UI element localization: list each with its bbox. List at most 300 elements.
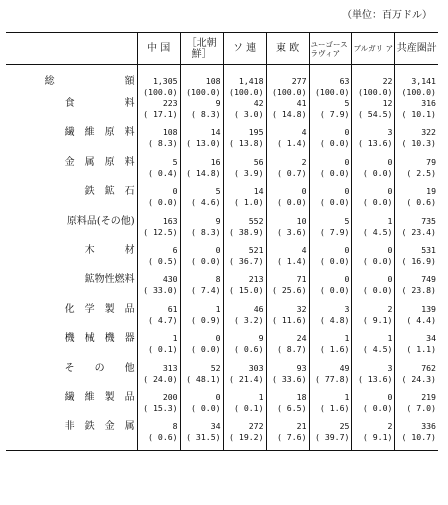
cell-share: ( 4.7): [148, 314, 178, 325]
table-cell: [395, 392, 438, 421]
table-cell: [137, 186, 180, 215]
cell-value: 277: [291, 76, 307, 86]
cell-value: 9: [258, 333, 264, 344]
cell-share: ( 8.7): [276, 344, 307, 355]
table-cell: [266, 304, 309, 333]
trade-table: [6, 32, 438, 451]
table-row: [6, 186, 438, 215]
cell-share: ( 13.8): [229, 138, 264, 149]
cell-share: ( 38.9): [229, 226, 264, 237]
cell-share: ( 3.6): [276, 226, 307, 237]
table-cell: [309, 304, 352, 333]
table-cell: [395, 245, 438, 274]
table-cell: [266, 65, 309, 99]
cell-share: (100.0): [229, 87, 264, 97]
cell-share: ( 15.3): [143, 402, 178, 413]
cell-value: 32: [296, 303, 307, 314]
cell-value: 0: [387, 391, 393, 402]
cell-share: ( 14.8): [272, 109, 307, 119]
row-label-text: 木 材: [84, 244, 135, 256]
cell-share: ( 7.9): [319, 109, 350, 119]
cell-share: ( 21.4): [229, 373, 264, 384]
row-label-text: 機 械 機 器: [64, 333, 135, 345]
cell-value: 2: [301, 156, 307, 167]
table-cell: [352, 127, 395, 156]
row-label: [6, 245, 137, 274]
table-cell: [395, 216, 438, 245]
cell-share: ( 1.6): [319, 344, 350, 355]
table-row: [6, 363, 438, 392]
table-cell: [180, 333, 223, 362]
cell-value: 0: [344, 127, 350, 138]
cell-value: 3,141: [411, 76, 436, 86]
cell-value: 0: [215, 244, 221, 255]
header-corner: [6, 33, 137, 65]
cell-value: 0: [344, 186, 350, 197]
table-cell: [395, 157, 438, 186]
cell-value: 4: [301, 127, 307, 138]
cell-value: 79: [426, 156, 436, 167]
table-cell: [395, 65, 438, 99]
cell-value: 322: [421, 127, 436, 138]
cell-share: ( 0.0): [362, 167, 393, 178]
cell-value: 108: [162, 127, 178, 138]
cell-value: 0: [387, 274, 393, 285]
table-cell: [266, 274, 309, 303]
cell-value: 200: [162, 391, 178, 402]
cell-value: 25: [339, 421, 350, 432]
table-cell: [309, 157, 352, 186]
table-cell: [309, 186, 352, 215]
cell-share: ( 9.1): [362, 314, 393, 325]
cell-share: ( 17.1): [143, 109, 178, 119]
cell-share: ( 1.1): [406, 344, 436, 355]
cell-share: ( 16.9): [401, 255, 436, 266]
table-cell: [180, 421, 223, 450]
table-cell: [309, 333, 352, 362]
cell-share: ( 4.5): [362, 226, 393, 237]
cell-share: ( 13.6): [357, 138, 393, 149]
header-north-korea: ［北朝鮮］: [180, 33, 223, 65]
table-cell: [137, 245, 180, 274]
table-cell: [395, 333, 438, 362]
cell-share: ( 0.4): [148, 167, 178, 178]
cell-value: 16: [210, 156, 221, 167]
cell-share: ( 7.0): [406, 402, 436, 413]
table-cell: [352, 274, 395, 303]
table-cell: [137, 127, 180, 156]
cell-value: 0: [215, 391, 221, 402]
row-label-text: 非 鉄 金 属: [64, 421, 135, 433]
cell-value: 2: [387, 303, 393, 314]
cell-share: ( 1.0): [233, 197, 264, 208]
cell-share: ( 11.6): [272, 314, 307, 325]
cell-share: ( 33.0): [143, 285, 178, 296]
table-row: [6, 392, 438, 421]
table-cell: [180, 392, 223, 421]
cell-share: ( 0.1): [233, 402, 264, 413]
table-cell: [137, 392, 180, 421]
table-cell: [266, 392, 309, 421]
cell-share: ( 24.3): [401, 373, 436, 384]
cell-value: 0: [344, 274, 350, 285]
row-label-text: 総 額: [44, 76, 135, 87]
table-cell: [309, 363, 352, 392]
cell-share: ( 4.4): [406, 314, 436, 325]
table-cell: [395, 421, 438, 450]
cell-value: 12: [382, 98, 393, 108]
table-cell: [180, 98, 223, 127]
table-cell: [395, 98, 438, 127]
header-china: 中 国: [137, 33, 180, 65]
cell-share: ( 0.0): [276, 197, 307, 208]
table-cell: [352, 216, 395, 245]
cell-share: (100.0): [143, 87, 178, 97]
cell-share: ( 0.0): [148, 197, 178, 208]
table-cell: [180, 157, 223, 186]
cell-share: ( 12.5): [143, 226, 178, 237]
cell-share: ( 0.6): [233, 344, 264, 355]
cell-value: 5: [215, 186, 221, 197]
cell-value: 14: [253, 186, 264, 197]
table-cell: [137, 216, 180, 245]
table-cell: [180, 65, 223, 99]
row-label: [6, 392, 137, 421]
table-cell: [180, 304, 223, 333]
row-label: [6, 304, 137, 333]
cell-value: 19: [426, 186, 436, 197]
cell-value: 9: [215, 215, 221, 226]
row-label: [6, 65, 137, 99]
table-cell: [223, 245, 266, 274]
cell-share: ( 0.0): [319, 138, 350, 149]
table-cell: [352, 186, 395, 215]
cell-share: ( 13.0): [186, 138, 221, 149]
cell-share: ( 1.4): [276, 255, 307, 266]
table-cell: [266, 363, 309, 392]
cell-value: 1,418: [238, 76, 264, 86]
cell-share: ( 9.1): [362, 432, 393, 443]
row-label-text: 化 学 製 品: [64, 303, 135, 315]
row-label: [6, 127, 137, 156]
table-cell: [395, 363, 438, 392]
cell-value: 219: [421, 391, 436, 402]
row-label-text: 金 属 原 料: [64, 156, 135, 168]
cell-value: 749: [421, 274, 436, 285]
cell-share: ( 0.0): [362, 255, 393, 266]
cell-share: ( 0.6): [148, 432, 178, 443]
table-row: [6, 274, 438, 303]
table-cell: [223, 333, 266, 362]
cell-value: 272: [248, 421, 264, 432]
cell-value: 22: [382, 76, 393, 86]
table-cell: [137, 274, 180, 303]
table-cell: [266, 216, 309, 245]
cell-value: 1: [344, 391, 350, 402]
cell-share: ( 6.5): [276, 402, 307, 413]
table-cell: [352, 245, 395, 274]
cell-value: 63: [339, 76, 350, 86]
cell-share: ( 3.9): [233, 167, 264, 178]
cell-share: ( 0.1): [148, 344, 178, 355]
cell-value: 313: [162, 362, 178, 373]
table-cell: [223, 65, 266, 99]
table-row: [6, 216, 438, 245]
cell-share: (100.0): [272, 87, 307, 97]
cell-share: ( 39.7): [314, 432, 350, 443]
cell-value: 336: [421, 421, 436, 432]
row-label-text: 食 料: [64, 98, 135, 109]
cell-value: 6: [172, 244, 178, 255]
row-label: [6, 157, 137, 186]
cell-share: ( 0.0): [319, 285, 350, 296]
cell-share: ( 10.7): [401, 432, 436, 443]
table-cell: [266, 333, 309, 362]
cell-share: ( 48.1): [186, 373, 221, 384]
cell-value: 3: [344, 303, 350, 314]
table-cell: [395, 274, 438, 303]
cell-value: 2: [387, 421, 393, 432]
table-cell: [180, 363, 223, 392]
cell-share: ( 4.5): [362, 344, 393, 355]
cell-value: 24: [296, 333, 307, 344]
table-cell: [309, 421, 352, 450]
cell-value: 93: [296, 362, 307, 373]
cell-value: 8: [172, 421, 178, 432]
cell-value: 552: [248, 215, 264, 226]
cell-share: ( 23.4): [401, 226, 436, 237]
cell-share: ( 15.0): [229, 285, 264, 296]
cell-value: 9: [215, 98, 221, 108]
cell-value: 0: [215, 333, 221, 344]
cell-share: ( 0.0): [191, 255, 221, 266]
table-row: [6, 245, 438, 274]
table-cell: [309, 98, 352, 127]
cell-value: 18: [296, 391, 307, 402]
table-cell: [137, 333, 180, 362]
table-cell: [266, 421, 309, 450]
cell-value: 0: [387, 156, 393, 167]
cell-value: 1: [344, 333, 350, 344]
cell-share: ( 0.7): [276, 167, 307, 178]
table-cell: [137, 65, 180, 99]
unit-label: （単位：百万ドル）: [342, 10, 432, 21]
table-cell: [180, 216, 223, 245]
header-bulgaria: ブルガリ ア: [352, 33, 395, 65]
table-row: [6, 421, 438, 450]
cell-share: ( 1.4): [276, 138, 307, 149]
header-ussr: ソ 連: [223, 33, 266, 65]
table-cell: [352, 421, 395, 450]
cell-share: ( 25.6): [272, 285, 307, 296]
table-cell: [137, 421, 180, 450]
header-yugoslavia: ユーゴース ラヴィア: [309, 33, 352, 65]
cell-share: ( 7.4): [191, 285, 221, 296]
table-cell: [223, 392, 266, 421]
cell-value: 0: [387, 244, 393, 255]
table-cell: [223, 421, 266, 450]
cell-share: ( 0.0): [362, 197, 393, 208]
row-label-text: 繊 維 原 料: [64, 127, 135, 139]
table-cell: [223, 216, 266, 245]
table-cell: [395, 304, 438, 333]
cell-value: 430: [162, 274, 178, 285]
table-row: [6, 127, 438, 156]
cell-value: 521: [248, 244, 264, 255]
row-label: [6, 333, 137, 362]
cell-value: 4: [301, 244, 307, 255]
cell-share: ( 19.2): [229, 432, 264, 443]
row-label: [6, 421, 137, 450]
table-cell: [180, 245, 223, 274]
cell-value: 139: [421, 303, 436, 314]
table-cell: [309, 127, 352, 156]
cell-share: ( 7.6): [276, 432, 307, 443]
cell-share: ( 36.7): [229, 255, 264, 266]
row-label: [6, 98, 137, 127]
row-label-text: 繊 維 製 品: [64, 391, 135, 403]
table-cell: [266, 127, 309, 156]
cell-value: 52: [210, 362, 221, 373]
cell-share: ( 0.0): [191, 344, 221, 355]
table-row: [6, 333, 438, 362]
row-label-text: そ の 他: [64, 362, 135, 374]
table-cell: [180, 127, 223, 156]
row-label: [6, 216, 137, 245]
cell-value: 1: [172, 333, 178, 344]
cell-share: ( 8.3): [191, 226, 221, 237]
cell-value: 316: [421, 98, 436, 108]
row-label: [6, 363, 137, 392]
cell-share: ( 1.6): [319, 402, 350, 413]
cell-value: 56: [253, 156, 264, 167]
cell-share: ( 0.9): [191, 314, 221, 325]
cell-value: 42: [253, 98, 264, 108]
table-cell: [352, 333, 395, 362]
cell-share: ( 31.5): [186, 432, 221, 443]
cell-share: ( 0.0): [362, 402, 393, 413]
cell-share: (100.0): [186, 87, 221, 97]
cell-share: (100.0): [314, 87, 350, 97]
cell-value: 5: [344, 98, 350, 108]
cell-value: 1: [387, 333, 393, 344]
table-cell: [309, 216, 352, 245]
table-cell: [223, 274, 266, 303]
cell-share: ( 33.6): [272, 373, 307, 384]
cell-share: ( 0.0): [319, 255, 350, 266]
cell-value: 108: [205, 76, 221, 86]
table-row: [6, 98, 438, 127]
table-row: [6, 304, 438, 333]
cell-share: ( 7.9): [319, 226, 350, 237]
header-eastern-europe: 東 欧: [266, 33, 309, 65]
row-label-text: 原料品(その他): [66, 215, 135, 227]
cell-share: ( 10.1): [401, 109, 436, 119]
table-cell: [137, 363, 180, 392]
table-cell: [309, 245, 352, 274]
table-cell: [352, 363, 395, 392]
table-cell: [180, 186, 223, 215]
table-cell: [266, 186, 309, 215]
table-cell: [266, 157, 309, 186]
cell-value: 0: [301, 186, 307, 197]
cell-value: 34: [426, 333, 436, 344]
cell-value: 14: [210, 127, 221, 138]
cell-share: ( 54.5): [357, 109, 393, 119]
cell-value: 195: [248, 127, 264, 138]
cell-share: ( 77.8): [314, 373, 350, 384]
cell-value: 34: [210, 421, 221, 432]
cell-share: ( 14.8): [186, 167, 221, 178]
cell-share: ( 0.6): [406, 197, 436, 208]
cell-value: 5: [344, 215, 350, 226]
cell-value: 163: [162, 215, 178, 226]
table-cell: [309, 392, 352, 421]
cell-share: ( 13.6): [357, 373, 393, 384]
table-cell: [223, 186, 266, 215]
cell-share: ( 3.2): [233, 314, 264, 325]
cell-value: 303: [248, 362, 264, 373]
cell-share: ( 3.0): [233, 109, 264, 119]
row-label-text: 鉄 鉱 石: [84, 186, 135, 198]
header-row: [6, 33, 438, 65]
table-cell: [352, 65, 395, 99]
cell-share: ( 24.0): [143, 373, 178, 384]
table-cell: [137, 304, 180, 333]
cell-value: 1,305: [152, 76, 178, 86]
cell-value: 3: [387, 362, 393, 373]
cell-value: 3: [387, 127, 393, 138]
table-cell: [352, 304, 395, 333]
cell-value: 5: [172, 156, 178, 167]
cell-value: 531: [421, 244, 436, 255]
cell-share: ( 0.0): [191, 402, 221, 413]
cell-value: 0: [344, 244, 350, 255]
row-label-text: 鉱物性燃料: [84, 274, 135, 286]
cell-share: ( 4.6): [191, 197, 221, 208]
table-cell: [266, 245, 309, 274]
cell-share: (100.0): [357, 87, 393, 97]
table-cell: [137, 98, 180, 127]
cell-value: 0: [387, 186, 393, 197]
cell-value: 735: [421, 215, 436, 226]
cell-value: 46: [253, 303, 264, 314]
table-cell: [266, 98, 309, 127]
cell-value: 1: [215, 303, 221, 314]
cell-value: 21: [296, 421, 307, 432]
table-cell: [180, 274, 223, 303]
table-cell: [223, 157, 266, 186]
cell-value: 0: [172, 186, 178, 197]
cell-value: 10: [296, 215, 307, 226]
cell-value: 1: [387, 215, 393, 226]
cell-value: 0: [344, 156, 350, 167]
table-cell: [309, 274, 352, 303]
table-cell: [395, 186, 438, 215]
cell-share: ( 4.8): [319, 314, 350, 325]
cell-share: ( 0.0): [362, 285, 393, 296]
cell-share: ( 8.3): [191, 109, 221, 119]
cell-share: ( 0.5): [148, 255, 178, 266]
cell-value: 213: [248, 274, 264, 285]
cell-share: ( 10.3): [401, 138, 436, 149]
table-cell: [223, 304, 266, 333]
table-cell: [352, 157, 395, 186]
table-cell: [395, 127, 438, 156]
header-communist-total: 共産圏計: [395, 33, 438, 65]
cell-share: (100.0): [401, 87, 436, 97]
cell-value: 1: [258, 391, 264, 402]
